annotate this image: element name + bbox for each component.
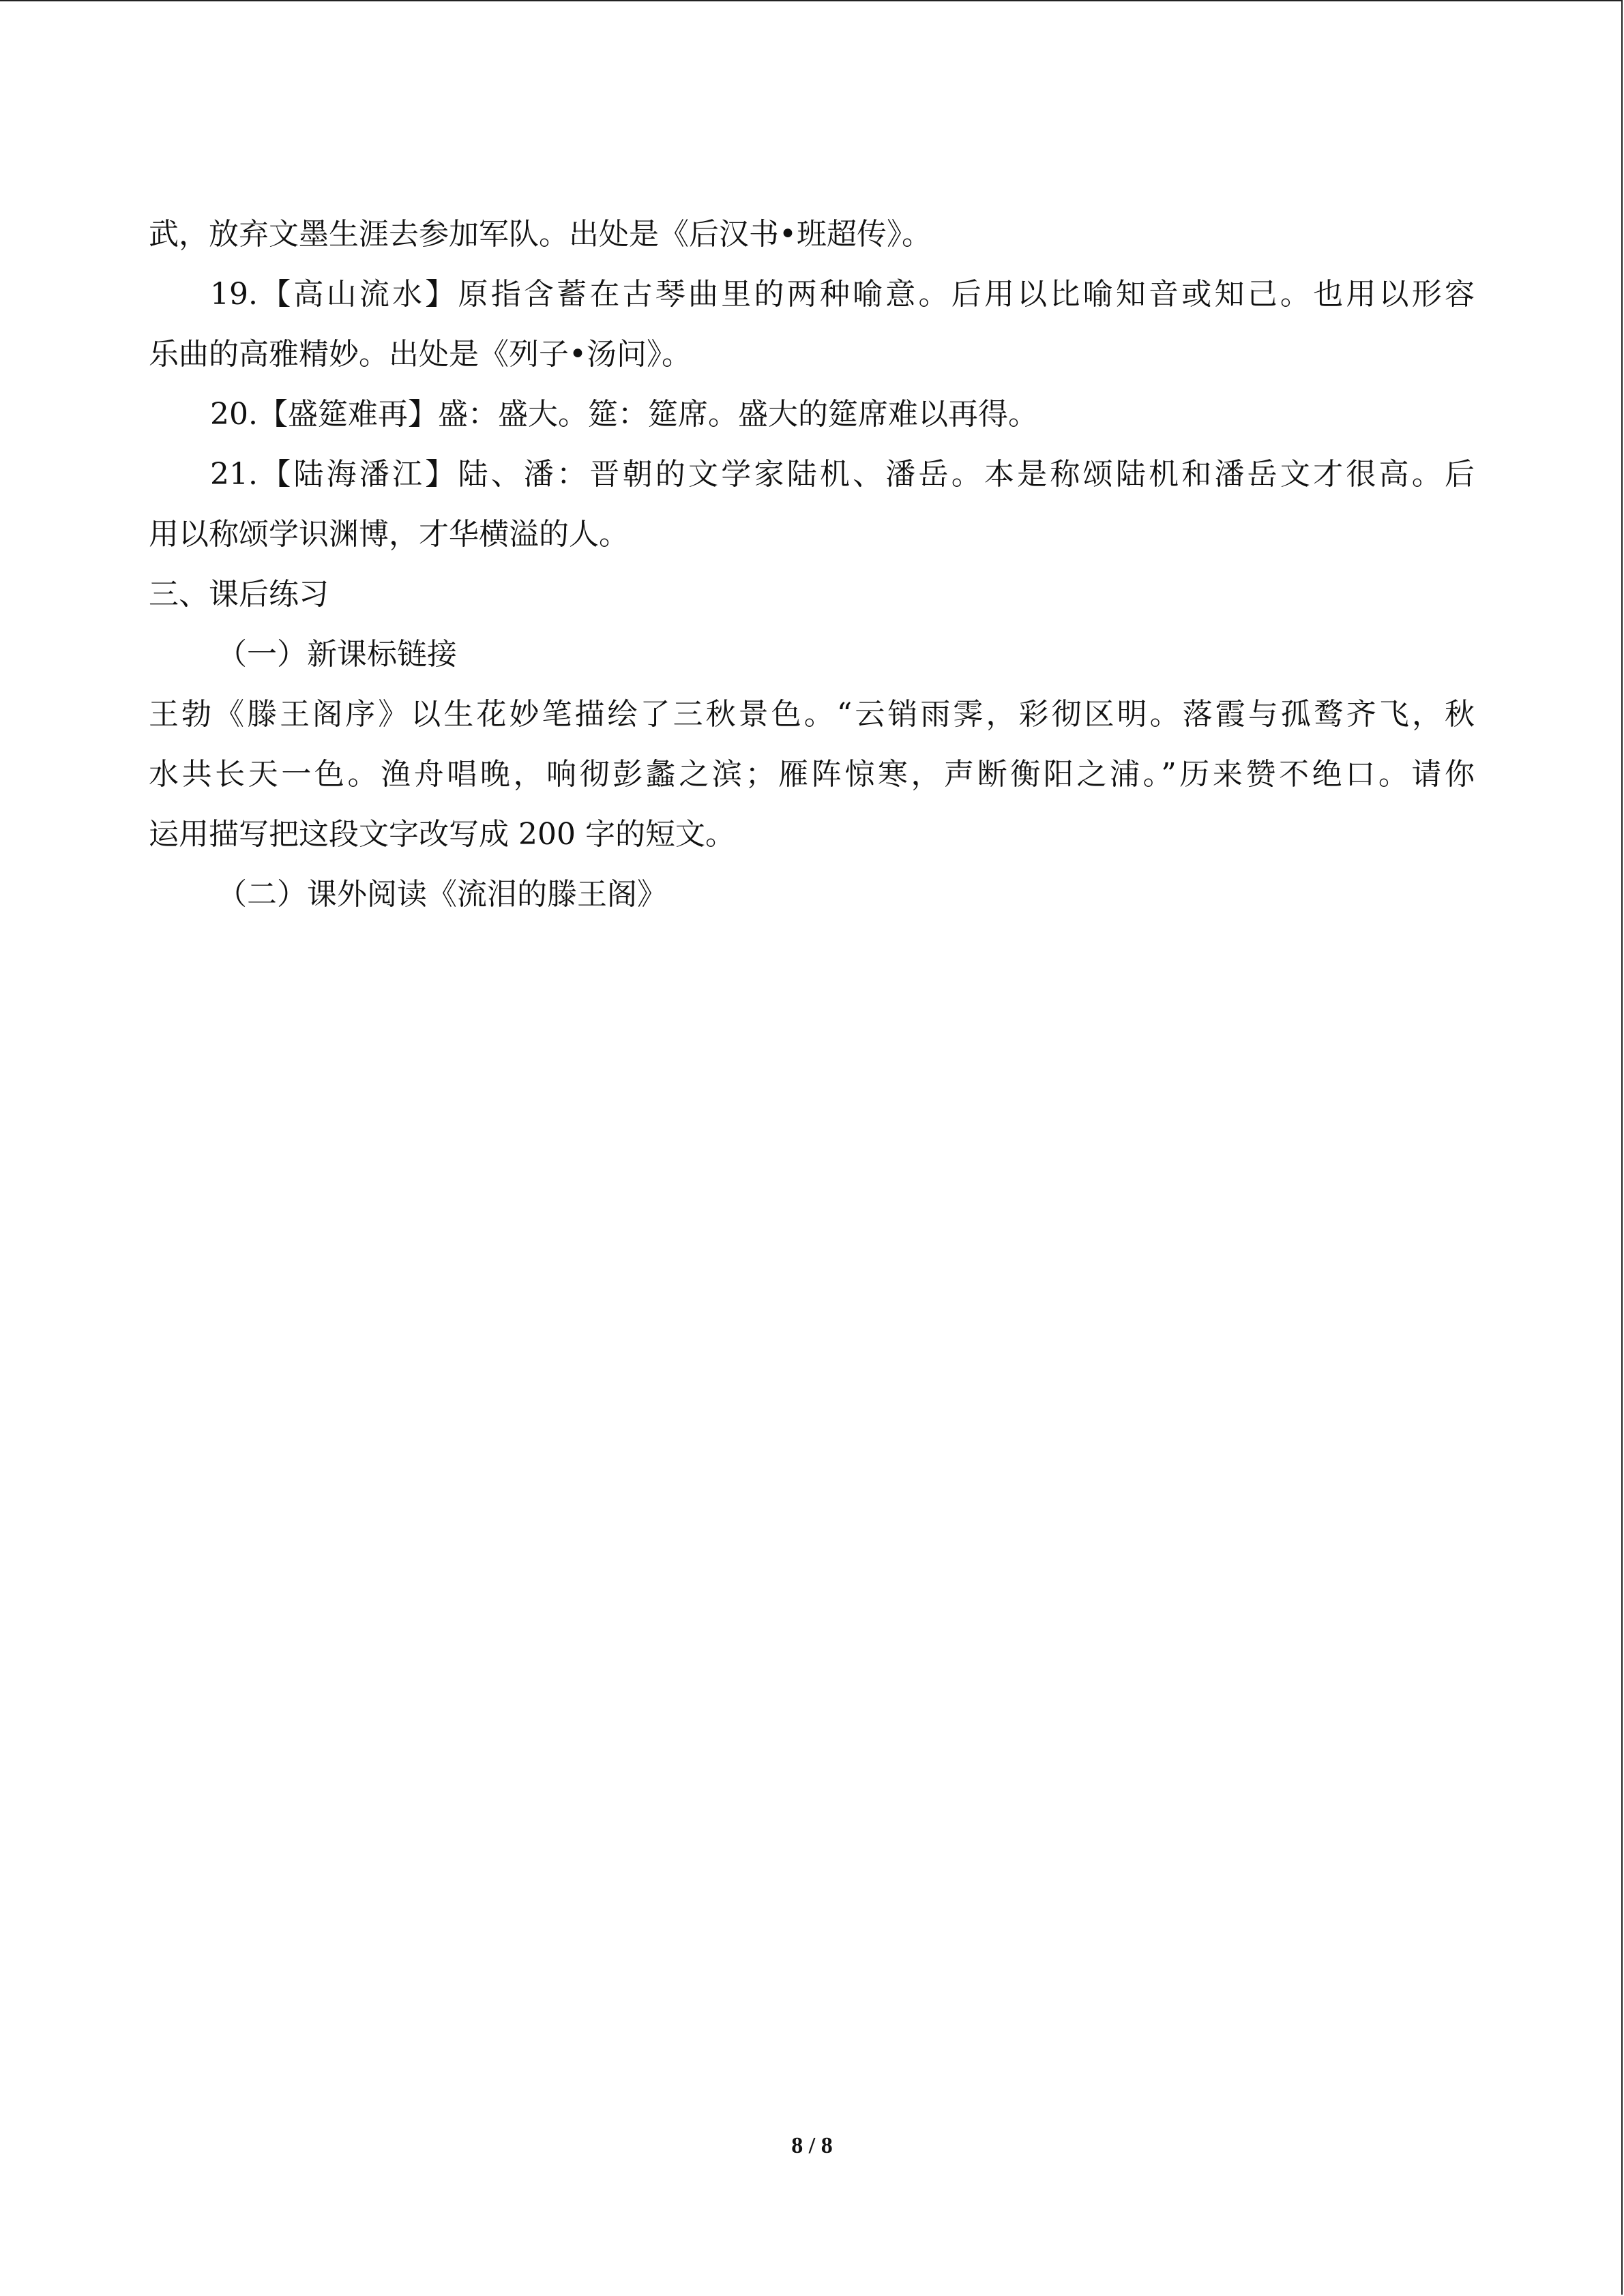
idiom-entry-20: 20.【盛筵难再】盛：盛大。筵：筵席。盛大的筵席难以再得。: [210, 397, 1038, 432]
subsection-heading-2: （二）课外阅读《流泪的滕王阁》: [217, 877, 667, 912]
idiom-entry-21-cont: 用以称颂学识渊博，才华横溢的人。: [149, 517, 629, 552]
document-body: [149, 205, 1475, 925]
page-number: 8 / 8: [791, 2133, 833, 2158]
idiom-entry-21: 21.【陆海潘江】陆、潘：晋朝的文学家陆机、潘岳。本是称颂陆机和潘岳文才很高。后: [210, 457, 1475, 492]
text-line-continuation: 武，放弃文墨生涯去参加军队。出处是《后汉书•班超传》。: [149, 217, 932, 252]
exercise-paragraph-line-1: 王勃《滕王阁序》以生花妙笔描绘了三秋景色。“云销雨霁，彩彻区明。落霞与孤鹜齐飞，秋: [149, 697, 1475, 732]
subsection-heading-1: （一）新课标链接: [217, 637, 457, 672]
idiom-entry-19-cont: 乐曲的高雅精妙。出处是《列子•汤问》。: [149, 337, 692, 372]
exercise-paragraph-line-3: 运用描写把这段文字改写成 200 字的短文。: [149, 817, 735, 852]
section-heading-exercises: 三、课后练习: [149, 577, 329, 612]
exercise-paragraph-line-2: 水共长天一色。渔舟唱晚，响彻彭蠡之滨；雁阵惊寒，声断衡阳之浦。”历来赞不绝口。请你: [149, 757, 1475, 792]
idiom-entry-19: 19.【高山流水】原指含蓄在古琴曲里的两种喻意。后用以比喻知音或知己。也用以形容: [210, 277, 1475, 312]
